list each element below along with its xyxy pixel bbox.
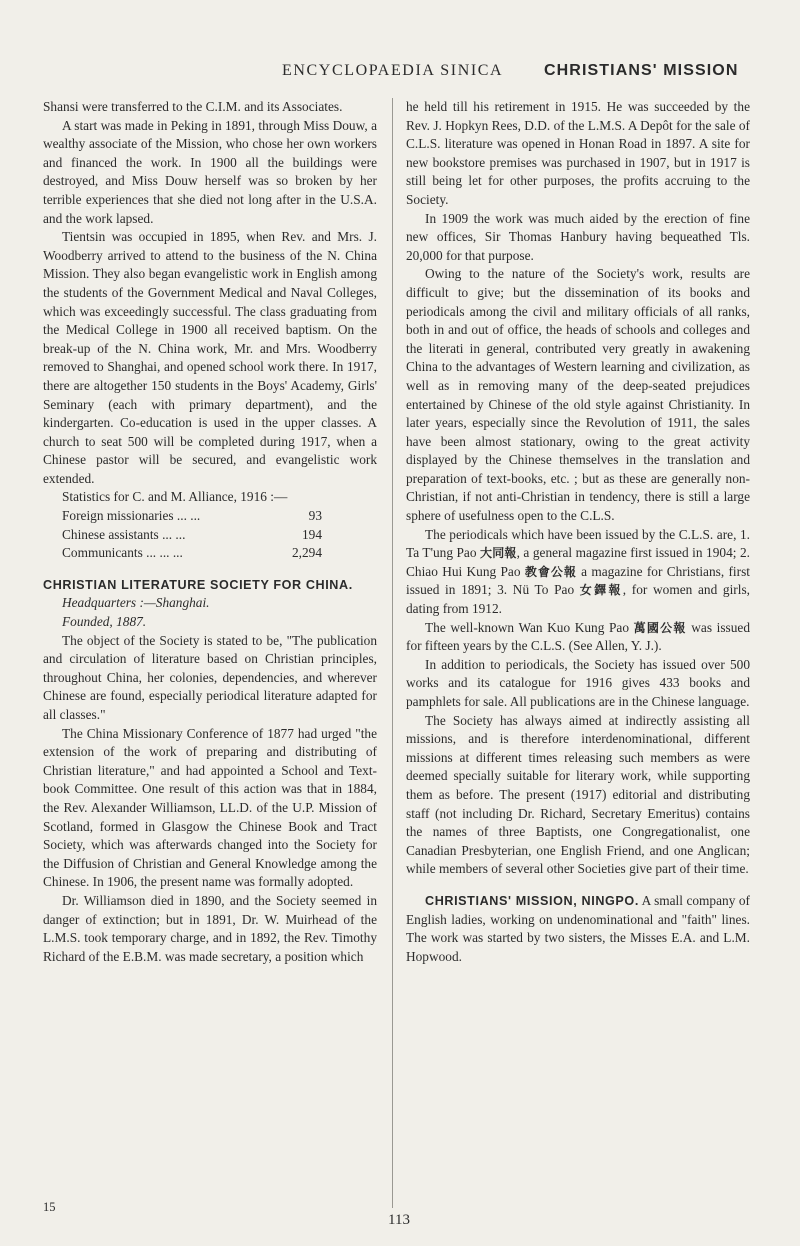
chinese-characters: 萬國公報 bbox=[633, 620, 687, 635]
paragraph: In 1909 the work was much aided by the erection of fine new offices, Sir Thomas Hanbury having bequeathed Tls. 20,000 for that purpose. bbox=[406, 210, 750, 263]
paragraph: Statistics for C. and M. Alliance, 1916 :— bbox=[62, 489, 288, 505]
right-column bbox=[406, 98, 750, 966]
paragraph: he held till his retirement in 1915. He was succeeded by the Rev. J. Hopkyn Rees, D.D. of the L.M.S. A Depôt for the sale of C.L.S. literature was opened in Honan Road in 1897. A site for new bookstore premises was purchased in 1907, but in 1917 is still being let for other purposes, the profits accruing to the Society. bbox=[406, 99, 750, 207]
column-divider bbox=[392, 98, 393, 1208]
text-run: The well-known Wan Kuo Kung Pao bbox=[425, 619, 630, 635]
section-heading: CHRISTIANS' MISSION, NINGPO. bbox=[425, 893, 639, 908]
founded-line bbox=[43, 613, 377, 632]
ningpo-paragraph bbox=[406, 892, 750, 966]
paragraph: The Society has always aimed at indirectly assisting all missions, and is therefore interdenominational, different missions at different times releasing such members as were deemed specially suitable for literary work, while supporting them as before. The present (1917) editorial and distributing staff (not including Dr. Richard, Secretary Emeritus) contains the names of three Baptists, one Congregationalist, one Canadian Presbyterian, one English Friend, and one Anglican; while members of several other Societies give part of their time. bbox=[406, 712, 750, 877]
text-run: The periodicals which have been issued by the C.L.S. are, 1. Ta T'ung Pao bbox=[406, 526, 750, 561]
chinese-characters: 女鐸報 bbox=[579, 583, 623, 598]
page-number: 113 bbox=[388, 1212, 410, 1228]
chinese-characters: 教會公報 bbox=[524, 564, 577, 579]
periodicals-paragraph bbox=[406, 526, 750, 619]
stat-row bbox=[62, 507, 322, 526]
statistics-table bbox=[62, 507, 377, 563]
paragraph: Dr. Williamson died in 1890, and the Society seemed in danger of extinction; but in 1891, Dr. W. Muirhead of the L.M.S. took temporary charge, and in 1892, the Rev. Timothy Richard of the E.B.M. was made secretary, a position which bbox=[43, 892, 377, 964]
stat-value: 93 bbox=[308, 508, 322, 524]
headquarters-line bbox=[43, 594, 377, 613]
wan-kuo-paragraph bbox=[406, 619, 750, 656]
section-heading: CHRISTIAN LITERATURE SOCIETY FOR CHINA. bbox=[43, 577, 353, 592]
header-title: ENCYCLOPAEDIA SINICA bbox=[282, 62, 504, 79]
chinese-characters: 大同報 bbox=[480, 546, 517, 561]
text-run: a magazine for Christians, first issued in 1891; 3. Nü To Pao bbox=[406, 563, 750, 598]
stat-row bbox=[62, 526, 322, 545]
folio-number: 15 bbox=[43, 1200, 56, 1214]
stat-row bbox=[62, 544, 322, 563]
running-header bbox=[0, 56, 800, 86]
stat-label: Chinese assistants ... ... bbox=[62, 526, 186, 542]
text-run: , for women and girls, dating from 1912. bbox=[406, 582, 750, 617]
stat-value: 2,294 bbox=[291, 545, 322, 561]
paragraph: In addition to periodicals, the Society has issued over 500 works and its catalogue for 1916 gives 433 books and pamphlets for sale. All publications are in the Chinese language. bbox=[406, 656, 750, 709]
left-column bbox=[43, 98, 377, 966]
text-run: A small company of English ladies, working on undenominational and "faith" lines. The work was started by two sisters, the Misses E.A. and L.M. Hopwood. bbox=[406, 892, 750, 964]
paragraph: The object of the Society is stated to be, "The publication and circulation of literature based on Christian principles, throughout China, her colonies, dependencies, and wherever Chinese are found, especially periodical literature adapted for all classes." bbox=[43, 632, 377, 722]
paragraph: A start was made in Peking in 1891, through Miss Douw, a wealthy associate of the Mission, who chose her own workers and financed the work. In 1900 all the buildings were destroyed, and Miss Douw herself was so broken by her terrible experiences that she died not long after in the U.S.A. and the work lapsed. bbox=[43, 117, 377, 226]
paragraph: Owing to the nature of the Society's work, results are difficult to give; but the dissemination of its books and periodicals among the civil and military officials of all ranks, both in and out of office, the heads of schools and colleges and the literati in general, contributed very greatly in awakening China to the advantages of Western learning and civilization, as well as in removing many of the deep-seated prejudices entertained by Chinese of the old style against Christianity. In later years, especially since the Revolution of 1911, the sales have been almost stationary, owing to the great activity displayed by the Chinese themselves in the translation and preparation of text-books, etc. ; but as these are generally non-Christian, if not anti-Christian in tendency, there is still a large sphere of usefulness open to the C.L.S. bbox=[406, 266, 750, 524]
text-run: was issued for fifteen years by the C.L.S. (See Allen, Y. J.). bbox=[406, 619, 750, 654]
stat-label: Foreign missionaries ... ... bbox=[62, 508, 201, 524]
paragraph: Shansi were transferred to the C.I.M. and its Associates. bbox=[43, 99, 343, 114]
founded-text: Founded, 1887. bbox=[62, 614, 147, 630]
text-run: , a general magazine first issued in 1904; 2. Chiao Hui Kung Pao bbox=[406, 545, 750, 579]
paragraph: Tientsin was occupied in 1895, when Rev. and Mrs. J. Woodberry arrived to attend to the business of the N. China Mission. They also began evangelistic work in English among the students of the Government Medical and Naval Colleges, which was exceedingly successful. The class graduating from the Medical College in 1900 all received baptism. On the break-up of the N. China work, Mr. and Mrs. Woodberry removed to Shanghai, and opened school work there. In 1917, there are altogether 150 students in the Boys' Academy, Girls' Seminary (each with primary department), and the kindergarten. Co-education is used in the upper classes. A church to seat 500 will be completed during 1917, when a Chinese pastor will be secured, and evangelistic work extended. bbox=[43, 229, 377, 486]
paragraph: The China Missionary Conference of 1877 had urged "the extension of the work of preparing and distributing of Christian literature," and had appointed a School and Text-book Committee. One result of this action was that in 1884, the Rev. Alexander Williamson, LL.D. of the U.P. Mission of Scotland, formed in Glasgow the Chinese Book and Tract Society, which was afterwards changed into the Society for the Diffusion of Christian and General Knowledge among the Chinese. In 1906, the present name was formally adopted. bbox=[43, 725, 377, 890]
stat-label: Communicants ... ... ... bbox=[62, 545, 183, 561]
headquarters-text: Headquarters :—Shanghai. bbox=[62, 595, 210, 611]
stat-value: 194 bbox=[301, 526, 322, 542]
header-section: CHRISTIANS' MISSION bbox=[544, 62, 739, 79]
